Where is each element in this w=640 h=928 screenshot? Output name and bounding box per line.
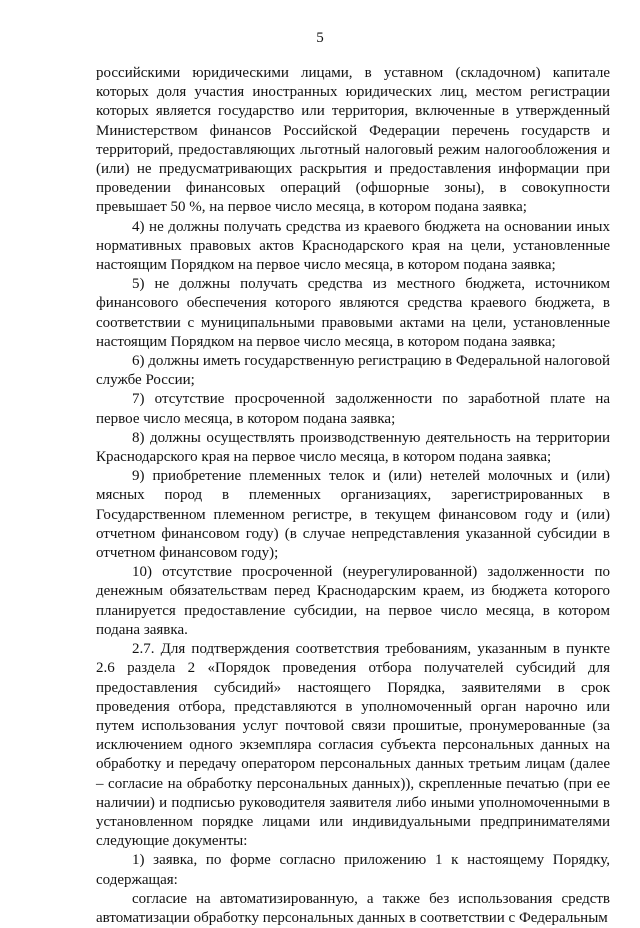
document-body: [96, 64, 610, 928]
paragraph-section-2-7: 2.7. Для подтверждения соответствия требованиям, указанным в пункте 2.6 раздела 2 «Порядок проведения отбора получателей субсидий для предоставления субсидий» настоящего Порядка, заявителями в срок проведения отбора, представляются в уполномоченный орган нарочно или путем использования услуг почтовой связи прошитые, пронумерованные (за исключением одного экземпляра согласия субъекта персональных данных на обработку и передачу оператором персональных данных третьим лицам (далее – согласие на обработку персональных данных)), скрепленные печатью (при ее наличии) и подписью руководителя заявителя либо иными уполномоченными в установленном порядке лицами или индивидуальными предпринимателями следующие документы:: [96, 641, 610, 850]
paragraph-item-6: 6) должны иметь государственную регистрацию в Федеральной налоговой службе России;: [96, 353, 610, 389]
paragraph-item-9: 9) приобретение племенных телок и (или) нетелей молочных и (или) мясных пород в племенных организациях, зарегистрированных в Государственном племенном регистре, в текущем финансовом году и (или) отчетном финансовом году) (в случае непредставления указанной субсидии в отчетном финансовом году);: [96, 468, 610, 562]
paragraph-subitem-1: 1) заявка, по форме согласно приложению 1 к настоящему Порядку, содержащая:: [96, 852, 610, 888]
paragraph-item-5: 5) не должны получать средства из местного бюджета, источником финансового обеспечения которого являются средства краевого бюджета, в соответствии с муниципальными правовыми актами на цели, установленные настоящим Порядком на первое число месяца, в котором подана заявка;: [96, 276, 610, 350]
page-number: 5: [316, 30, 324, 46]
paragraph-continuation: российскими юридическими лицами, в уставном (складочном) капитале которых доля участия иностранных юридических лиц, местом регистрации которых является государство или территория, включенные в утвержденный Министерством финансов Российской Федерации перечень государств и территорий, предоставляющих льготный налоговый режим налогообложения и (или) не предусматривающих раскрытия и предоставления информации при проведении финансовых операций (офшорные зоны), в совокупности превышает 50 %, на первое число месяца, в котором подана заявка;: [96, 65, 610, 216]
paragraph-consent: согласие на автоматизированную, а также без использования средств автоматизации обработку персональных данных в соответствии с Федеральным: [96, 890, 610, 926]
paragraph-item-7: 7) отсутствие просроченной задолженности по заработной плате на первое число месяца, в котором подана заявка;: [96, 391, 610, 427]
paragraph-item-10: 10) отсутствие просроченной (неурегулированной) задолженности по денежным обязательствам перед Краснодарским краем, из бюджета которого планируется предоставление субсидии, на первое число месяца, в котором подана заявка.: [96, 564, 610, 638]
paragraph-item-8: 8) должны осуществлять производственную деятельность на территории Краснодарского края на первое число месяца, в котором подана заявка;: [96, 429, 610, 466]
paragraph-item-4: 4) не должны получать средства из краевого бюджета на основании иных нормативных правовых актов Краснодарского края на цели, установленные настоящим Порядком на первое число месяца, в котором подана заявка;: [96, 218, 610, 274]
